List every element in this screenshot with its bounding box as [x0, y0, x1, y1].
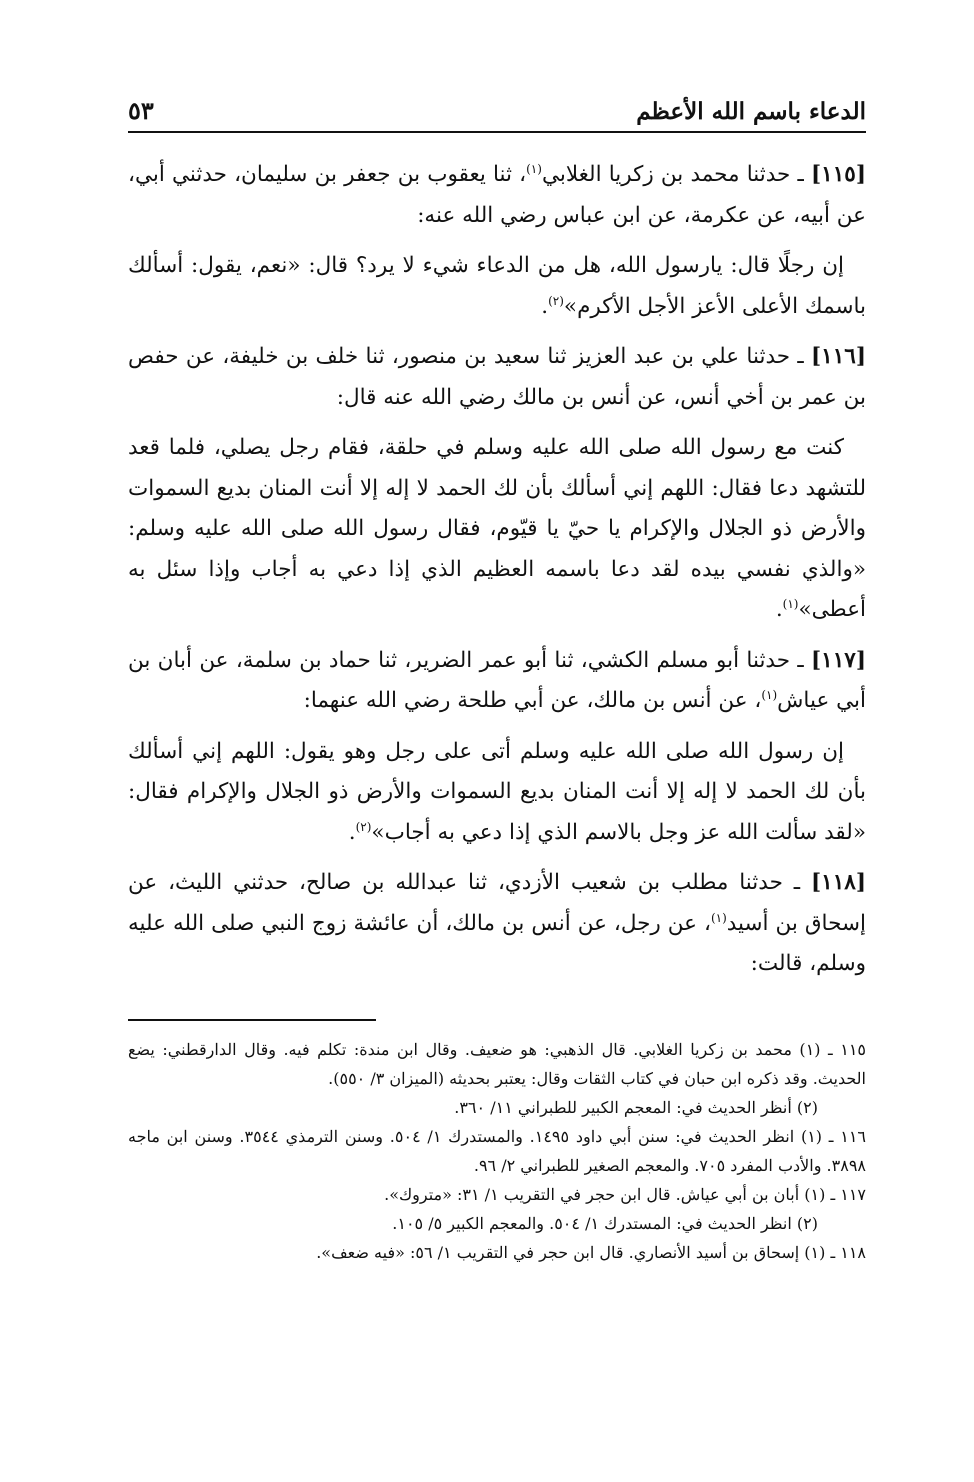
hadith-116-isnad: [١١٦] ـ حدثنا علي بن عبد العزيز ثنا سعيد بن منصور، ثنا خلف بن خليفة، عن حفص بن عمر بن أخي أنس، عن أنس بن مالك رضي الله عنه قال:	[128, 344, 866, 410]
running-title: الدعاء باسم الله الأعظم	[636, 98, 866, 125]
hadith-116-text: كنت مع رسول الله صلى الله عليه وسلم في حلقة، فقام رجل يصلي، فلما قعد للتشهد دعا فقال: اللهم إني أسألك بأن لك الحمد لا إله إلا أنت المنان بديع السموات والأرض ذو الجلال والإكرام يا حيّ يا قيّوم، فقال رسول الله صلى الله عليه وسلم: «والذي نفسي بيده لقد دعا باسمه العظيم الذي إذا دعي به أجاب وإذا سئل به أعطى»$^{(١)}$.	[128, 435, 866, 622]
footnotes	[128, 1035, 866, 1267]
hadith-117-text: إن رسول الله صلى الله عليه وسلم أتى على رجل وهو يقول: اللهم إني أسألك بأن لك الحمد لا إله إلا أنت المنان بديع السموات والأرض ذو الجلال والإكرام فقال: «لقد سألت الله عز وجل بالاسم الذي إذا دعي به أجاب»$^{(٢)}$.	[128, 738, 866, 845]
book-page	[128, 96, 866, 1267]
footnote-ref: (١)	[526, 161, 542, 176]
hadith-118-isnad: [١١٨] ـ حدثنا مطلب بن شعيب الأزدي، ثنا عبدالله بن صالح، حدثني الليث، عن إسحاق بن أسيد$^{(١)}$، عن رجل، عن أنس بن مالك، أن عائشة زوج النبي صلى الله عليه وسلم، قالت:	[128, 870, 866, 976]
footnote-117-1: ١١٧ ـ (١) أبان بن أبي عياش. قال ابن حجر في التقريب ١/ ٣١: «متروك».	[384, 1184, 866, 1204]
hadith-number: [١١٨]	[810, 870, 866, 895]
footnote-116-1: ١١٦ ـ (١) انظر الحديث في: سنن أبي داود ١٤٩٥. والمستدرك ١/ ٥٠٤. وسنن الترمذي ٣٥٤٤. وسنن ابن ماجه ٣٨٩٨. والأدب المفرد ٧٠٥. والمعجم الصغير للطبراني ٢/ ٩٦.	[128, 1126, 867, 1175]
hadith-115-isnad: [١١٥] ـ حدثنا محمد بن زكريا الغلابي$^{(١)}$، ثنا يعقوب بن جعفر بن سليمان، حدثني أبي، عن أبيه، عن عكرمة، عن ابن عباس رضي الله عنه:	[128, 161, 866, 228]
footnote-separator	[128, 1019, 376, 1021]
hadith-117-isnad: [١١٧] ـ حدثنا أبو مسلم الكشي، ثنا أبو عمر الضرير، ثنا حماد بن سلمة، عن أبان بن أبي عياش$^{(١)}$، عن أنس بن مالك، عن أبي طلحة رضي الله عنهما:	[128, 647, 866, 713]
hadith-number: [١١٦]	[810, 344, 866, 369]
footnote-ref: (١)	[761, 687, 778, 702]
hadith-number: [١١٧]	[810, 647, 866, 673]
footnote-ref: (١)	[710, 910, 727, 925]
running-header	[128, 96, 866, 133]
footnote-117-2: (٢) انظر الحديث في: المستدرك ١/ ٥٠٤. والمعجم الكبير ٥/ ١٠٥.	[392, 1213, 818, 1233]
hadith-115-text: إن رجلًا قال: يارسول الله، هل من الدعاء شيء لا يرد؟ قال: «نعم، يقول: أسألك باسمك الأعلى الأعز الأجل الأكرم»$^{(٢)}$.	[128, 253, 866, 319]
footnote-ref: (١)	[782, 596, 799, 611]
footnote-115-1: ١١٥ ـ (١) محمد بن زكريا الغلابي. قال الذهبي: هو ضعيف. وقال ابن مندة: تكلم فيه. وقال الدارقطني: يضع الحديث. وقد ذكره ابن حبان في كتاب الثقات وقال: يعتبر بحديثه (الميزان ٣/ ٥٥٠).	[128, 1039, 867, 1088]
page-number: ٥٣	[128, 96, 154, 125]
footnote-ref: (٢)	[355, 819, 372, 834]
hadith-number: [١١٥]	[810, 162, 866, 187]
body-text	[128, 155, 866, 985]
footnote-118-1: ١١٨ ـ (١) إسحاق بن أسيد الأنصاري. قال ابن حجر في التقريب ١/ ٥٦: «فيه ضعف».	[316, 1242, 866, 1262]
footnote-ref: (٢)	[548, 293, 564, 308]
footnote-115-2: (٢) أنظر الحديث في: المعجم الكبير للطبراني ١١/ ٣٦٠.	[454, 1097, 818, 1117]
